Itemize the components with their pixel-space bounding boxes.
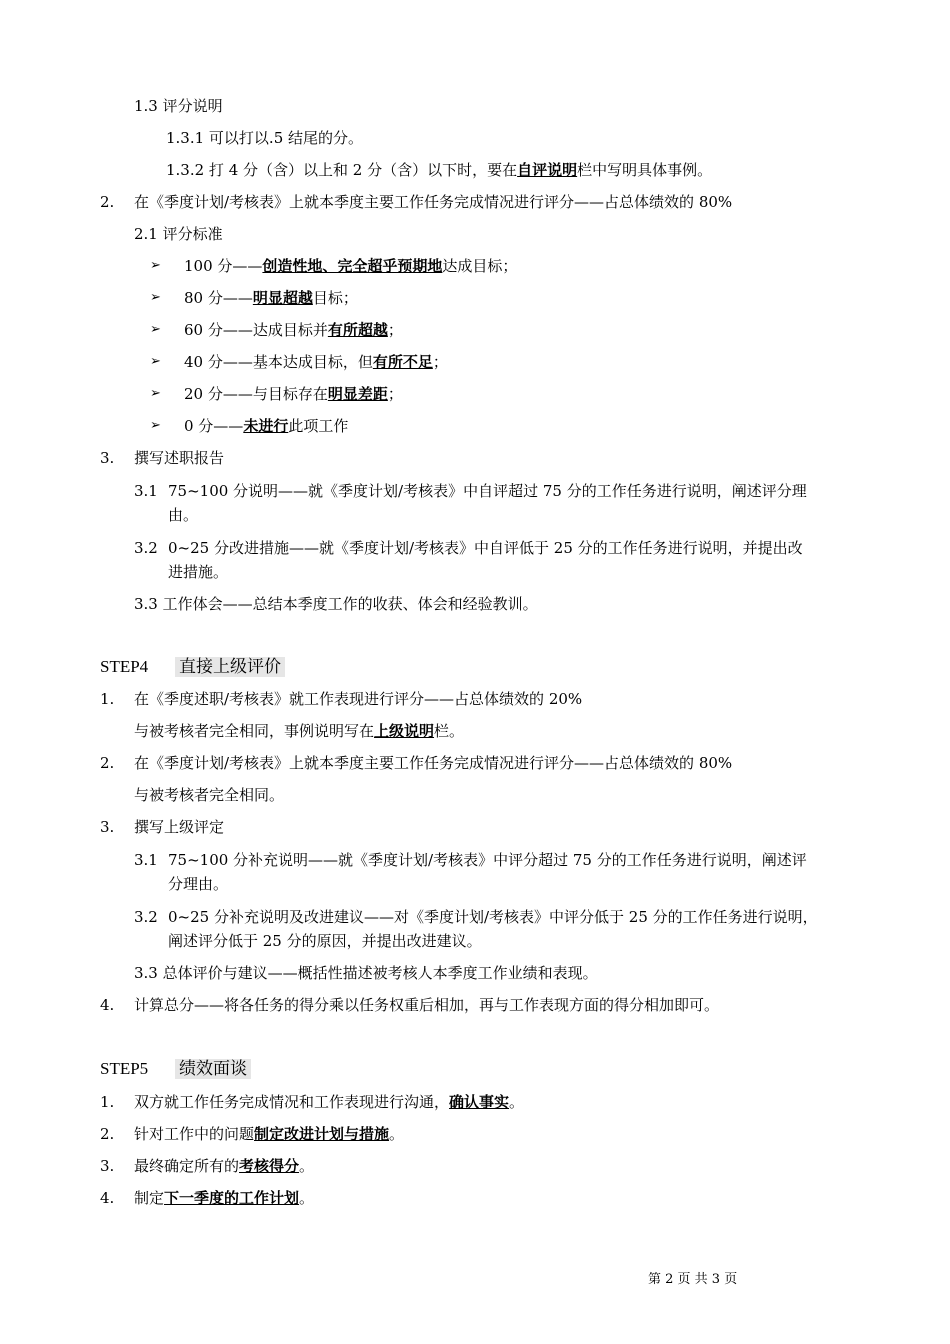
text: 。	[509, 1093, 525, 1111]
text: 针对工作中的问题	[134, 1125, 255, 1143]
text: 1.3.2 打 4 分（含）以上和 2 分（含）以下时，要在	[166, 161, 518, 179]
step5-title: 绩效面谈	[175, 1059, 251, 1079]
item-number: 1.	[100, 1093, 115, 1111]
step4-heading	[100, 656, 285, 678]
step5-item-3	[134, 1156, 314, 1176]
item-number: 1.	[100, 690, 115, 708]
text: 0 分——	[184, 417, 244, 435]
emphasis: 考核得分	[239, 1157, 300, 1175]
step5-item-2	[134, 1124, 404, 1144]
text: ；	[387, 321, 403, 339]
page-number: 第 2 页 共 3 页	[648, 1272, 738, 1287]
emphasis: 明显差距	[327, 385, 388, 403]
section-3-2-number: 3.2	[134, 539, 158, 557]
step4-3-2-line1: 0~25 分补充说明及改进建议——对《季度计划/考核表》中评分低于 25 分的工作任务进行说明，	[168, 908, 818, 926]
step4-label: STEP4	[100, 657, 149, 676]
text: 40 分——基本达成目标，但	[184, 353, 373, 371]
text: 。	[389, 1125, 405, 1143]
arrow-bullet-icon: ➢	[150, 354, 161, 369]
step4-3-1-line2: 分理由。	[168, 875, 229, 893]
text: 。	[299, 1157, 315, 1175]
text: 最终确定所有的	[134, 1157, 240, 1175]
section-3-2-line1: 0~25 分改进措施——就《季度计划/考核表》中自评低于 25 分的工作任务进行说明，并提出改	[168, 539, 803, 557]
step4-3-1-number: 3.1	[134, 851, 158, 869]
section-3-3: 3.3 工作体会——总结本季度工作的收获、体会和经验教训。	[134, 595, 538, 613]
text: 达成目标；	[442, 257, 518, 275]
arrow-bullet-icon: ➢	[150, 418, 161, 433]
step4-item-1: 在《季度述职/考核表》就工作表现进行评分——占总体绩效的 20%	[134, 690, 583, 708]
text: 80 分——	[184, 289, 253, 307]
emphasis: 有所超越	[327, 321, 388, 339]
text: 此项工作	[288, 417, 349, 435]
score-criterion-40	[184, 352, 448, 372]
text: ；	[387, 385, 403, 403]
emphasis: 上级说明	[374, 722, 435, 740]
score-criterion-100	[184, 256, 517, 276]
score-criterion-80	[184, 288, 358, 308]
step4-3-2-line2: 阐述评分低于 25 分的原因，并提出改进建议。	[168, 932, 482, 950]
text: 。	[299, 1189, 315, 1207]
section-2-1-title: 2.1 评分标准	[134, 225, 223, 243]
step4-item-2: 在《季度计划/考核表》上就本季度主要工作任务完成情况进行评分——占总体绩效的 80%	[134, 754, 733, 772]
arrow-bullet-icon: ➢	[150, 258, 161, 273]
emphasis: 未进行	[243, 417, 289, 435]
section-3-1-line2: 由。	[168, 506, 199, 524]
score-criterion-0	[184, 416, 348, 436]
text: 60 分——达成目标并	[184, 321, 328, 339]
text: 与被考核者完全相同，事例说明写在	[134, 722, 375, 740]
item-number: 3.	[100, 818, 115, 836]
self-eval-note-emphasis: 自评说明	[517, 161, 578, 179]
item-number: 4.	[100, 996, 115, 1014]
text: 20 分——与目标存在	[184, 385, 328, 403]
section-1-3-2	[166, 160, 712, 180]
step5-heading	[100, 1058, 251, 1080]
text: 栏中写明具体事例。	[577, 161, 713, 179]
step4-title: 直接上级评价	[175, 657, 285, 677]
emphasis: 创造性地、完全超乎预期地	[262, 257, 443, 275]
item-number: 3.	[100, 449, 115, 467]
score-criterion-20	[184, 384, 403, 404]
text: 栏。	[434, 722, 465, 740]
text: ；	[432, 353, 448, 371]
section-3-title: 撰写述职报告	[134, 449, 225, 467]
item-number: 2.	[100, 1125, 115, 1143]
arrow-bullet-icon: ➢	[150, 386, 161, 401]
text: 目标；	[312, 289, 358, 307]
arrow-bullet-icon: ➢	[150, 322, 161, 337]
step5-item-4	[134, 1188, 314, 1208]
step4-3-2-number: 3.2	[134, 908, 158, 926]
section-3-1-number: 3.1	[134, 482, 158, 500]
section-2-text: 在《季度计划/考核表》上就本季度主要工作任务完成情况进行评分——占总体绩效的 80%	[134, 193, 733, 211]
emphasis: 确认事实	[449, 1093, 510, 1111]
section-3-2-line2: 进措施。	[168, 563, 229, 581]
step4-3-3: 3.3 总体评价与建议——概括性描述被考核人本季度工作业绩和表现。	[134, 964, 598, 982]
emphasis: 明显超越	[252, 289, 313, 307]
emphasis: 有所不足	[372, 353, 433, 371]
score-criterion-60	[184, 320, 403, 340]
section-3-1-line1: 75~100 分说明——就《季度计划/考核表》中自评超过 75 分的工作任务进行说明，阐述评分理	[168, 482, 807, 500]
arrow-bullet-icon: ➢	[150, 290, 161, 305]
section-1-3-1: 1.3.1 可以打以.5 结尾的分。	[166, 129, 364, 147]
text: 制定	[134, 1189, 165, 1207]
step5-item-1	[134, 1092, 524, 1112]
step4-item-1-note	[134, 721, 464, 741]
item-number: 4.	[100, 1189, 115, 1207]
step4-item-2-note: 与被考核者完全相同。	[134, 786, 285, 804]
item-number: 2.	[100, 754, 115, 772]
step4-item-4: 计算总分——将各任务的得分乘以任务权重后相加，再与工作表现方面的得分相加即可。	[134, 996, 720, 1014]
step4-3-1-line1: 75~100 分补充说明——就《季度计划/考核表》中评分超过 75 分的工作任务进行说明，阐述评	[168, 851, 807, 869]
step5-label: STEP5	[100, 1059, 149, 1078]
section-1-3-title: 1.3 评分说明	[134, 97, 223, 115]
item-number: 2.	[100, 193, 115, 211]
item-number: 3.	[100, 1157, 115, 1175]
emphasis: 制定改进计划与措施	[254, 1125, 390, 1143]
step4-item-3: 撰写上级评定	[134, 818, 225, 836]
text: 100 分——	[184, 257, 263, 275]
text: 双方就工作任务完成情况和工作表现进行沟通，	[134, 1093, 450, 1111]
emphasis: 下一季度的工作计划	[164, 1189, 300, 1207]
